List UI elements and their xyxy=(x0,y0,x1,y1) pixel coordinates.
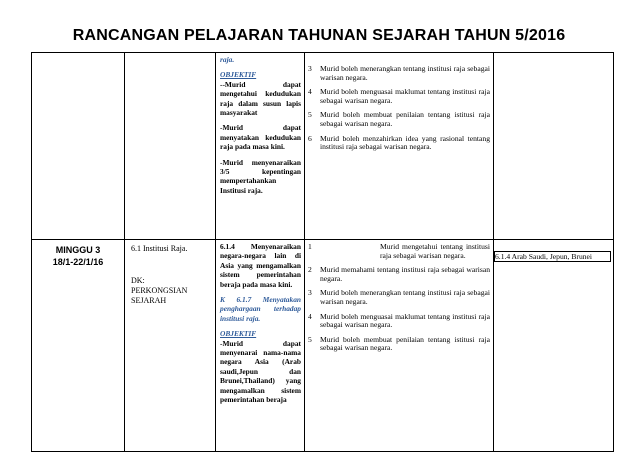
list-item: 5 Murid boleh membuat penilaian tentang istitusi raja sebagai warisan negara. xyxy=(308,334,490,353)
objective-text: -Murid menyenaraikan 3/5 kepentingan mempertahankan Institusi raja. xyxy=(220,157,301,195)
topic-title: 6.1 Institusi Raja. xyxy=(131,244,188,253)
list-item: 4 Murid boleh menguasai maklumat tentang institusi raja sebagai warisan negara. xyxy=(308,311,490,330)
week-cell xyxy=(32,240,125,452)
topic-cell xyxy=(125,240,216,452)
outcomes-cell xyxy=(305,240,494,452)
table-row xyxy=(32,53,614,240)
list-item: 5 Murid boleh membuat penilaian tentang istitusi raja sebagai warisan negara. xyxy=(308,110,490,128)
list-item: 4 Murid boleh menguasai maklumat tentang institusi raja sebagai warisan negara. xyxy=(308,87,490,105)
list-item: 3 Murid boleh menerangkan tentang institusi raja sebagai warisan negara. xyxy=(308,64,490,82)
objective-value-statement: K 6.1.7 Menyatakan penghargaan terhadap institusi raja. xyxy=(220,295,301,323)
objective-text: --Murid dapat mengetahui kedudukan raja dalam susun lapis masyarakat xyxy=(220,79,301,118)
list-item: 1 Murid mengetahui tentang institusi raja sebagai warisan negara. xyxy=(308,242,490,260)
dk-label: DK: xyxy=(131,276,145,285)
table-row xyxy=(32,240,614,452)
outcomes-cell xyxy=(305,53,494,240)
page-title: RANCANGAN PELAJARAN TAHUNAN SEJARAH TAHUN 5/2016 xyxy=(72,27,566,44)
topic-cell xyxy=(125,53,216,240)
outcome-text: Murid mengetahui tentang institusi raja sebagai warisan negara. xyxy=(380,242,490,260)
week-label: MINGGU 3 xyxy=(55,245,101,255)
notes-cell xyxy=(494,240,614,452)
lesson-plan-table xyxy=(31,52,614,452)
objective-heading: OBJEKTIF xyxy=(220,70,257,80)
objective-lead: raja. xyxy=(220,55,235,64)
list-item: 6 Murid boleh menzahirkan idea yang rasional tentang institusi raja sebagai warisan negara. xyxy=(308,133,490,152)
notes-text: 6.1.4 Arab Saudi, Jepun, Brunei xyxy=(495,252,611,262)
list-item: 2 Murid memahami tentang institusi raja sebagai warisan negara. xyxy=(308,265,490,283)
notes-cell xyxy=(494,53,614,240)
objective-text: 6.1.4 Menyenaraikan negara-negara lain di Asia yang mengamalkan sistem pemerintahan beraja pada masa kini. xyxy=(220,242,301,289)
objectives-cell xyxy=(216,240,305,452)
list-item: 3 Murid boleh menerangkan tentang institusi raja sebagai warisan negara. xyxy=(308,288,490,306)
objective-text: -Murid dapat menyenarai nama-nama negara Asia (Arab saudi,Jepun dan Brunei,Thailand) yang mengamalkan sistem pemerintahan beraja xyxy=(220,338,301,405)
dk-value: PERKONGSIAN SEJARAH xyxy=(131,286,188,305)
week-cell xyxy=(32,53,125,240)
notes-box xyxy=(494,251,611,262)
objective-heading: OBJEKTIF xyxy=(220,329,257,339)
week-dates: 18/1-22/1/16 xyxy=(52,257,104,267)
objective-text: -Murid dapat menyatakan kedudukan raja pada masa kini. xyxy=(220,123,301,152)
objectives-cell xyxy=(216,53,305,240)
